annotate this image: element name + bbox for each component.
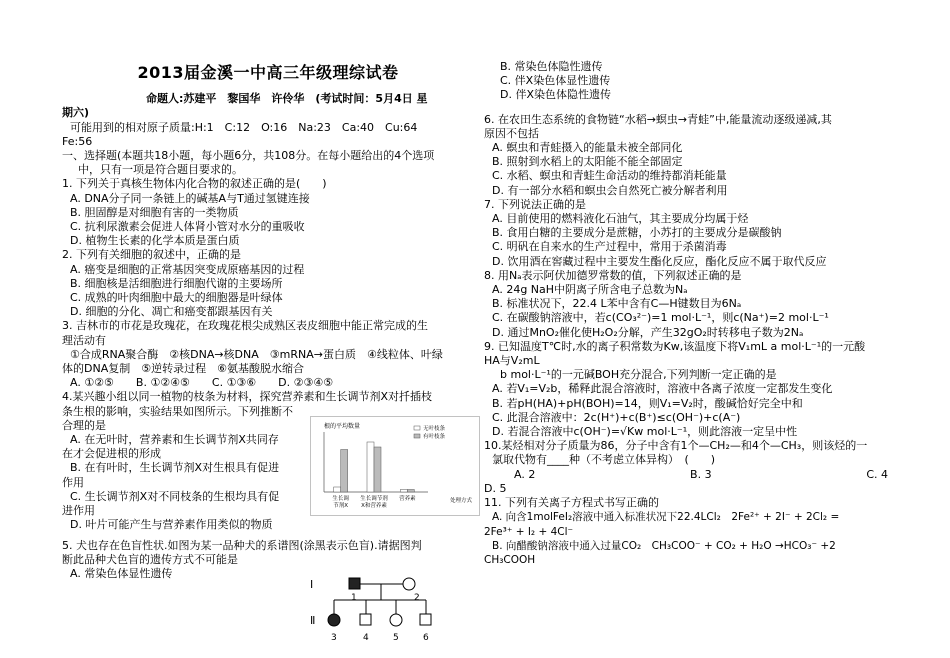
- q8-option-b: B. 标准状况下，22.4 L苯中含有C—H键数目为6Nₐ: [492, 297, 742, 311]
- q4-option-b: B. 在有叶时，生长调节剂X对生根具有促进: [70, 461, 280, 475]
- q1-option-d: D. 植物生长素的化学本质是蛋白质: [70, 234, 240, 248]
- atomic-masses-fe: Fe:56: [62, 134, 93, 148]
- q9-option-d: D. 若混合溶液中c(OH⁻)=√Kw mol·L⁻¹，则此溶液一定呈中性: [492, 425, 798, 439]
- question-10: 10.某烃相对分子质量为86，分子中含有1个—CH₂—和4个—CH₃，则该烃的一: [484, 439, 868, 453]
- chart-xlabel: 处理方式: [450, 498, 473, 505]
- pedigree-id: 2: [414, 593, 420, 603]
- pedigree-female: [390, 614, 402, 626]
- question-8: 8. 用Nₐ表示阿伏加德罗常数的值，下列叙述正确的是: [484, 268, 742, 282]
- question-7: 7. 下列说法正确的是: [484, 197, 586, 211]
- pedigree-id: 3: [331, 633, 337, 643]
- q9-option-a: A. 若V₁=V₂b，稀释此混合溶液时，溶液中各离子浓度一定都发生变化: [492, 382, 833, 396]
- q9-option-c: C. 此混合溶液中：2c(H⁺)+c(B⁺)≤c(OH⁻)+c(A⁻): [492, 410, 741, 424]
- bar-no-leaf-1: [367, 442, 374, 492]
- q1-option-c: C. 抗利尿激素会促进人体肾小管对水分的重吸收: [70, 220, 305, 234]
- bar-leaf-0: [341, 450, 348, 493]
- legend-leaf: 有叶枝条: [423, 434, 446, 441]
- pedigree-female: [403, 578, 415, 590]
- root-count-chart: [310, 416, 480, 516]
- question-9: 9. 已知温度T℃时,水的离子积常数为Kw,该温度下将V₁mL a mol·L⁻¹的一元酸: [484, 339, 866, 353]
- q4-option-b-cont: 作用: [62, 475, 84, 489]
- bar-no-leaf-2: [400, 490, 407, 493]
- q11-option-b-cont: CH₃COOH: [484, 553, 536, 566]
- question-5: 5. 犬也存在色盲性状.如图为某一品种犬的系谱图(涂黑表示色盲).请据图判: [62, 538, 422, 552]
- question-4-block: [62, 390, 474, 532]
- q6-option-a: A. 螟虫和青蛙摄入的能量未被全部同化: [492, 141, 683, 155]
- section-heading-cont: 中，只有一项是符合题目要求的。: [78, 163, 243, 177]
- exam-meta: 命题人:苏建平 黎国华 许伶华 (考试时间：5月4日 星: [146, 92, 428, 106]
- q6-option-b: B. 照射到水稻上的太阳能不能全部固定: [492, 155, 683, 169]
- right-column: [484, 60, 896, 567]
- q11-option-a-cont: 2Fe³⁺ + I₂ + 4Cl⁻: [484, 525, 574, 538]
- q7-option-c: C. 明矾在自来水的生产过程中，常用于杀菌消毒: [492, 240, 727, 254]
- question-5-cont: 断此品种犬色盲的遗传方式不可能是: [62, 552, 238, 566]
- q2-option-b: B. 细胞核是活细胞进行细胞代谢的主要场所: [70, 276, 283, 290]
- bar-leaf-1: [374, 447, 381, 492]
- q5-option-a: A. 常染色体显性遗传: [70, 566, 173, 580]
- q7-option-d: D. 饮用酒在窖藏过程中主要发生酯化反应，酯化反应不属于取代反应: [492, 254, 827, 268]
- q5-option-c: C. 伴X染色体显性遗传: [500, 74, 611, 88]
- question-9-cont: HA与V₂mL: [484, 354, 540, 368]
- q2-option-d: D. 细胞的分化、凋亡和癌变都跟基因有关: [70, 305, 273, 319]
- q6-option-c: C. 水稻、螟虫和青蛙生命活动的维持都消耗能量: [492, 169, 727, 183]
- question-1: 1. 下列关于真核生物体内化合物的叙述正确的是( ): [62, 177, 327, 191]
- question-3: 3. 吉林市的市花是玫瑰花，在玫瑰花根尖成熟区表皮细胞中能正常完成的生: [62, 319, 428, 333]
- q4-option-c: C. 生长调节剂X对不同枝条的生根均具有促: [70, 489, 280, 503]
- pedigree-diagram: [310, 572, 460, 648]
- question-9-cont2: b mol·L⁻¹的一元碱BOH充分混合,下列判断一定正确的是: [500, 368, 777, 382]
- question-11: 11. 下列有关离子方程式书写正确的: [484, 496, 659, 510]
- pedigree-id: 5: [393, 633, 399, 643]
- q3-options: A. ①②⑤ B. ①②④⑤ C. ①③⑥ D. ②③④⑤: [70, 376, 334, 390]
- pedigree-gen-1: Ⅰ: [310, 578, 314, 591]
- question-6-cont: 原因不包括: [484, 126, 539, 140]
- q9-option-b: B. 若pH(HA)+pH(BOH)=14，则V₁=V₂时，酸碱恰好完全中和: [492, 396, 803, 410]
- bar-no-leaf-0: [334, 487, 341, 492]
- pedigree-id: 4: [363, 633, 369, 643]
- q8-option-a: A. 24g NaH中阴离子所含电子总数为Nₐ: [492, 283, 688, 297]
- question-4-cont: 条生根的影响，实验结果如图所示。下列推断不: [62, 404, 293, 418]
- q6-option-d: D. 有一部分水稻和螟虫会自然死亡被分解者利用: [492, 183, 728, 197]
- section-heading: 一、选择题(本题共18小题，每小题6分，共108分。在每小题给出的4个选项: [62, 149, 435, 163]
- q10-option-a: A. 2: [514, 467, 536, 481]
- exam-meta-date: 期六): [62, 106, 90, 120]
- question-3-cont: 理活动有: [62, 333, 106, 347]
- q2-option-c: C. 成熟的叶肉细胞中最大的细胞器是叶绿体: [70, 291, 283, 305]
- q3-items-cont: 体的DNA复制 ⑤逆转录过程 ⑥氨基酸脱水缩合: [62, 362, 304, 376]
- q1-option-a: A. DNA分子同一条链上的碱基A与T通过氢键连接: [70, 191, 310, 205]
- q1-option-b: B. 胆固醇是对细胞有害的一类物质: [70, 205, 239, 219]
- chart-ylabel: 根的平均数量: [324, 423, 361, 431]
- q4-option-c-cont: 进作用: [62, 504, 95, 518]
- pedigree-gen-2: Ⅱ: [310, 614, 316, 627]
- q7-option-b: B. 食用白糖的主要成分是蔗糖，小苏打的主要成分是碳酸钠: [492, 226, 782, 240]
- legend-swatch-no-leaf: [414, 426, 420, 430]
- q11-option-a: A. 向含1molFeI₂溶液中通入标准状况下22.4LCl₂ 2Fe²⁺ + 2I⁻ + 2Cl₂ =: [492, 511, 840, 524]
- q10-option-b: B. 3: [690, 467, 712, 481]
- q8-option-c: C. 在碳酸钠溶液中，若c(CO₃²⁻)=1 mol·L⁻¹，则c(Na⁺)=2 mol·L⁻¹: [492, 311, 829, 325]
- q10-option-d: D. 5: [484, 481, 507, 495]
- question-4-cont2: 合理的是: [62, 418, 106, 432]
- pedigree-male: [420, 614, 431, 625]
- pedigree-id: 1: [351, 593, 357, 603]
- pedigree-female-affected: [328, 614, 340, 626]
- x-tick-label: 营养素: [399, 496, 416, 503]
- q4-option-a: A. 在无叶时，营养素和生长调节剂X共同存: [70, 433, 279, 447]
- page-title: 2013届金溪一中高三年级理综试卷: [137, 63, 399, 82]
- question-4: 4.某兴趣小组以同一植物的枝条为材料，探究营养素和生长调节剂X对扦插枝: [62, 390, 433, 404]
- q2-option-a: A. 癌变是细胞的正常基因突变成原癌基因的过程: [70, 262, 305, 276]
- atomic-masses: 可能用到的相对原子质量:H:1 C:12 O:16 Na:23 Ca:40 Cu:64: [70, 120, 418, 134]
- legend-no-leaf: 无叶枝条: [423, 426, 446, 433]
- q11-option-b: B. 向醋酸钠溶液中通入过量CO₂ CH₃COO⁻ + CO₂ + H₂O →HCO₃⁻ +2: [492, 539, 836, 552]
- left-column: [62, 0, 474, 643]
- legend-swatch-leaf: [414, 434, 420, 438]
- q4-option-a-cont: 在才会促进根的形成: [62, 447, 161, 461]
- bar-leaf-2: [407, 490, 414, 493]
- q10-option-c: C. 4: [866, 467, 888, 481]
- q4-option-d: D. 叶片可能产生与营养素作用类似的物质: [70, 518, 273, 532]
- pedigree-male-affected: [349, 578, 360, 589]
- x-tick-label: 生长调节剂X: [332, 496, 349, 510]
- question-6: 6. 在农田生态系统的食物链“水稻→螟虫→青蛙”中,能量流动逐级递减,其: [484, 112, 832, 126]
- q5-option-b: B. 常染色体隐性遗传: [500, 60, 603, 73]
- question-2: 2. 下列有关细胞的叙述中，正确的是: [62, 248, 241, 262]
- question-10-cont: 氯取代物有____种（不考虑立体异构） ( ): [492, 453, 716, 467]
- q7-option-a: A. 目前使用的燃料液化石油气，其主要成分均属于烃: [492, 212, 749, 226]
- x-tick-label: 生长调节剂 X和营养素: [360, 496, 388, 510]
- pedigree-male: [360, 614, 371, 625]
- q3-items: ①合成RNA聚合酶 ②核DNA→核DNA ③mRNA→蛋白质 ④线粒体、叶绿: [70, 347, 443, 361]
- q8-option-d: D. 通过MnO₂催化使H₂O₂分解，产生32gO₂时转移电子数为2Nₐ: [492, 325, 804, 339]
- pedigree-id: 6: [423, 633, 429, 643]
- q10-options: [484, 468, 896, 482]
- q5-option-d: D. 伴X染色体隐性遗传: [500, 88, 611, 102]
